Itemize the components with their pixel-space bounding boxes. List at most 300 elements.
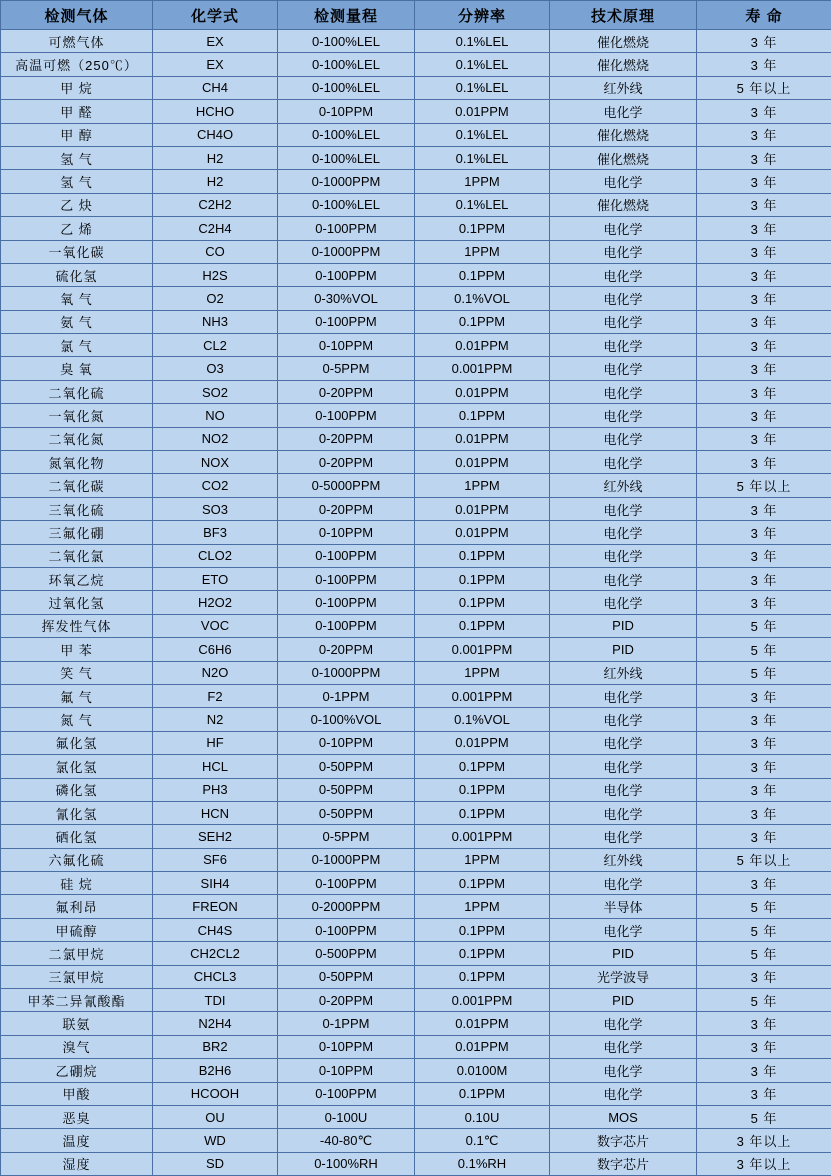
table-row — [1, 1059, 831, 1082]
cell-technology: 催化燃烧 — [550, 193, 697, 216]
cell-resolution: 0.001PPM — [415, 357, 550, 380]
cell-resolution: 1PPM — [415, 240, 550, 263]
cell-technology: 电化学 — [550, 872, 697, 895]
cell-gas-name: 甲 醛 — [1, 100, 153, 123]
table-row — [1, 544, 831, 567]
cell-lifespan: 3 年 — [697, 708, 831, 731]
cell-detection-range: 0-100%VOL — [278, 708, 415, 731]
cell-lifespan: 3 年 — [697, 100, 831, 123]
cell-chemical-formula: NOX — [153, 451, 278, 474]
cell-resolution: 0.1PPM — [415, 404, 550, 427]
cell-technology: 电化学 — [550, 497, 697, 520]
table-row — [1, 100, 831, 123]
cell-lifespan: 3 年 — [697, 334, 831, 357]
cell-technology: 电化学 — [550, 801, 697, 824]
cell-detection-range: 0-50PPM — [278, 965, 415, 988]
cell-lifespan: 3 年 — [697, 497, 831, 520]
cell-technology: 电化学 — [550, 825, 697, 848]
cell-chemical-formula: NO2 — [153, 427, 278, 450]
cell-chemical-formula: CHCL3 — [153, 965, 278, 988]
cell-chemical-formula: PH3 — [153, 778, 278, 801]
cell-lifespan: 5 年 — [697, 614, 831, 637]
cell-lifespan: 3 年 — [697, 240, 831, 263]
cell-technology: 数字芯片 — [550, 1152, 697, 1175]
cell-chemical-formula: O2 — [153, 287, 278, 310]
cell-technology: 电化学 — [550, 404, 697, 427]
cell-resolution: 0.01PPM — [415, 380, 550, 403]
table-row — [1, 380, 831, 403]
cell-chemical-formula: H2S — [153, 263, 278, 286]
cell-technology: 电化学 — [550, 918, 697, 941]
cell-detection-range: 0-10PPM — [278, 521, 415, 544]
cell-gas-name: 恶臭 — [1, 1105, 153, 1128]
table-row — [1, 146, 831, 169]
table-row — [1, 521, 831, 544]
cell-chemical-formula: HF — [153, 731, 278, 754]
cell-technology: 电化学 — [550, 708, 697, 731]
cell-resolution: 0.01PPM — [415, 1035, 550, 1058]
cell-gas-name: 三氟化硼 — [1, 521, 153, 544]
cell-lifespan: 5 年以上 — [697, 76, 831, 99]
cell-lifespan: 3 年 — [697, 380, 831, 403]
cell-lifespan: 3 年 — [697, 123, 831, 146]
cell-gas-name: 甲 苯 — [1, 638, 153, 661]
cell-technology: 催化燃烧 — [550, 53, 697, 76]
cell-chemical-formula: CO — [153, 240, 278, 263]
table-row — [1, 778, 831, 801]
cell-technology: 电化学 — [550, 684, 697, 707]
cell-technology: 电化学 — [550, 427, 697, 450]
cell-lifespan: 5 年 — [697, 1105, 831, 1128]
cell-lifespan: 5 年以上 — [697, 848, 831, 871]
cell-gas-name: 联氨 — [1, 1012, 153, 1035]
cell-resolution: 0.0100M — [415, 1059, 550, 1082]
table-row — [1, 825, 831, 848]
cell-resolution: 0.001PPM — [415, 989, 550, 1012]
cell-detection-range: 0-5000PPM — [278, 474, 415, 497]
cell-lifespan: 3 年 — [697, 170, 831, 193]
cell-chemical-formula: ETO — [153, 567, 278, 590]
cell-lifespan: 3 年 — [697, 731, 831, 754]
table-row — [1, 30, 831, 53]
cell-lifespan: 3 年 — [697, 872, 831, 895]
table-row — [1, 567, 831, 590]
cell-resolution: 0.1PPM — [415, 263, 550, 286]
cell-lifespan: 3 年以上 — [697, 1129, 831, 1152]
cell-resolution: 0.1%LEL — [415, 30, 550, 53]
cell-detection-range: 0-100PPM — [278, 918, 415, 941]
cell-technology: 电化学 — [550, 1035, 697, 1058]
cell-chemical-formula: C2H2 — [153, 193, 278, 216]
table-header — [1, 1, 831, 30]
table-row — [1, 1152, 831, 1175]
cell-resolution: 0.001PPM — [415, 825, 550, 848]
cell-resolution: 0.1PPM — [415, 217, 550, 240]
cell-lifespan: 3 年 — [697, 53, 831, 76]
table-row — [1, 334, 831, 357]
cell-technology: 电化学 — [550, 380, 697, 403]
cell-lifespan: 5 年以上 — [697, 474, 831, 497]
cell-gas-name: 二氯甲烷 — [1, 942, 153, 965]
cell-detection-range: 0-100%LEL — [278, 53, 415, 76]
cell-lifespan: 3 年 — [697, 1035, 831, 1058]
cell-lifespan: 3 年 — [697, 778, 831, 801]
cell-gas-name: 氟利昂 — [1, 895, 153, 918]
table-row — [1, 263, 831, 286]
cell-chemical-formula: C2H4 — [153, 217, 278, 240]
cell-gas-name: 甲 醇 — [1, 123, 153, 146]
cell-lifespan: 3 年 — [697, 684, 831, 707]
cell-chemical-formula: CH4O — [153, 123, 278, 146]
cell-detection-range: 0-20PPM — [278, 989, 415, 1012]
cell-detection-range: 0-100U — [278, 1105, 415, 1128]
cell-resolution: 0.01PPM — [415, 427, 550, 450]
cell-lifespan: 3 年 — [697, 801, 831, 824]
cell-resolution: 0.1PPM — [415, 544, 550, 567]
cell-detection-range: 0-500PPM — [278, 942, 415, 965]
cell-detection-range: 0-100PPM — [278, 217, 415, 240]
cell-detection-range: 0-100PPM — [278, 872, 415, 895]
cell-chemical-formula: SD — [153, 1152, 278, 1175]
cell-gas-name: 氢 气 — [1, 170, 153, 193]
cell-gas-name: 一氧化氮 — [1, 404, 153, 427]
cell-technology: 电化学 — [550, 217, 697, 240]
cell-technology: PID — [550, 989, 697, 1012]
cell-lifespan: 5 年 — [697, 661, 831, 684]
cell-gas-name: 环氧乙烷 — [1, 567, 153, 590]
cell-gas-name: 氯 气 — [1, 334, 153, 357]
cell-detection-range: 0-1000PPM — [278, 170, 415, 193]
cell-chemical-formula: N2 — [153, 708, 278, 731]
cell-resolution: 0.1%RH — [415, 1152, 550, 1175]
cell-technology: 电化学 — [550, 544, 697, 567]
table-row — [1, 918, 831, 941]
cell-technology: 电化学 — [550, 1082, 697, 1105]
cell-resolution: 0.1%VOL — [415, 708, 550, 731]
cell-detection-range: 0-100%LEL — [278, 123, 415, 146]
cell-chemical-formula: H2 — [153, 170, 278, 193]
cell-resolution: 0.1%LEL — [415, 146, 550, 169]
cell-gas-name: 氰化氢 — [1, 801, 153, 824]
table-row — [1, 591, 831, 614]
cell-lifespan: 5 年 — [697, 918, 831, 941]
cell-detection-range: 0-100%RH — [278, 1152, 415, 1175]
table-row — [1, 731, 831, 754]
cell-chemical-formula: VOC — [153, 614, 278, 637]
cell-gas-name: 氟化氢 — [1, 731, 153, 754]
cell-resolution: 0.1%LEL — [415, 123, 550, 146]
cell-resolution: 0.1PPM — [415, 591, 550, 614]
cell-detection-range: 0-100PPM — [278, 263, 415, 286]
cell-chemical-formula: TDI — [153, 989, 278, 1012]
cell-resolution: 1PPM — [415, 661, 550, 684]
cell-chemical-formula: CL2 — [153, 334, 278, 357]
cell-detection-range: 0-100PPM — [278, 591, 415, 614]
cell-chemical-formula: CH2CL2 — [153, 942, 278, 965]
cell-technology: 电化学 — [550, 1059, 697, 1082]
cell-technology: 电化学 — [550, 170, 697, 193]
cell-detection-range: 0-100PPM — [278, 404, 415, 427]
cell-gas-name: 一氧化碳 — [1, 240, 153, 263]
cell-chemical-formula: EX — [153, 30, 278, 53]
cell-resolution: 0.01PPM — [415, 731, 550, 754]
column-header-technology: 技术原理 — [550, 1, 697, 30]
cell-lifespan: 5 年 — [697, 638, 831, 661]
cell-resolution: 0.1PPM — [415, 801, 550, 824]
cell-technology: 电化学 — [550, 287, 697, 310]
cell-lifespan: 3 年 — [697, 591, 831, 614]
cell-detection-range: 0-50PPM — [278, 778, 415, 801]
cell-detection-range: 0-1PPM — [278, 684, 415, 707]
cell-chemical-formula: F2 — [153, 684, 278, 707]
cell-gas-name: 二氧化碳 — [1, 474, 153, 497]
cell-detection-range: 0-10PPM — [278, 100, 415, 123]
table-header-row — [1, 1, 831, 30]
cell-gas-name: 氯化氢 — [1, 755, 153, 778]
cell-lifespan: 3 年 — [697, 193, 831, 216]
cell-gas-name: 氢 气 — [1, 146, 153, 169]
cell-gas-name: 硫化氢 — [1, 263, 153, 286]
cell-lifespan: 3 年 — [697, 825, 831, 848]
cell-gas-name: 臭 氧 — [1, 357, 153, 380]
table-row — [1, 451, 831, 474]
cell-chemical-formula: N2O — [153, 661, 278, 684]
cell-resolution: 0.1%LEL — [415, 76, 550, 99]
cell-technology: 电化学 — [550, 521, 697, 544]
cell-gas-name: 二氧化氮 — [1, 427, 153, 450]
cell-resolution: 0.01PPM — [415, 497, 550, 520]
cell-gas-name: 挥发性气体 — [1, 614, 153, 637]
cell-detection-range: 0-100%LEL — [278, 30, 415, 53]
cell-resolution: 0.1PPM — [415, 755, 550, 778]
cell-chemical-formula: HCOOH — [153, 1082, 278, 1105]
cell-chemical-formula: SF6 — [153, 848, 278, 871]
cell-gas-name: 乙 烯 — [1, 217, 153, 240]
cell-technology: 催化燃烧 — [550, 146, 697, 169]
table-row — [1, 989, 831, 1012]
cell-gas-name: 三氯甲烷 — [1, 965, 153, 988]
cell-resolution: 0.01PPM — [415, 334, 550, 357]
cell-chemical-formula: C6H6 — [153, 638, 278, 661]
cell-lifespan: 3 年 — [697, 451, 831, 474]
cell-technology: 电化学 — [550, 100, 697, 123]
cell-chemical-formula: HCL — [153, 755, 278, 778]
cell-detection-range: 0-20PPM — [278, 427, 415, 450]
cell-lifespan: 3 年 — [697, 1059, 831, 1082]
cell-chemical-formula: SO2 — [153, 380, 278, 403]
cell-resolution: 0.1PPM — [415, 778, 550, 801]
cell-detection-range: 0-100PPM — [278, 1082, 415, 1105]
cell-gas-name: 甲 烷 — [1, 76, 153, 99]
cell-detection-range: 0-2000PPM — [278, 895, 415, 918]
cell-detection-range: 0-1000PPM — [278, 848, 415, 871]
cell-chemical-formula: N2H4 — [153, 1012, 278, 1035]
cell-gas-name: 甲酸 — [1, 1082, 153, 1105]
table-row — [1, 872, 831, 895]
table-row — [1, 76, 831, 99]
cell-detection-range: 0-1000PPM — [278, 661, 415, 684]
cell-resolution: 0.1PPM — [415, 965, 550, 988]
cell-detection-range: 0-100%LEL — [278, 76, 415, 99]
cell-technology: 红外线 — [550, 848, 697, 871]
cell-resolution: 0.1PPM — [415, 942, 550, 965]
cell-chemical-formula: SEH2 — [153, 825, 278, 848]
cell-lifespan: 3 年 — [697, 427, 831, 450]
cell-lifespan: 3 年 — [697, 567, 831, 590]
cell-gas-name: 六氟化硫 — [1, 848, 153, 871]
cell-resolution: 0.001PPM — [415, 684, 550, 707]
cell-detection-range: 0-100PPM — [278, 310, 415, 333]
cell-gas-name: 磷化氢 — [1, 778, 153, 801]
cell-chemical-formula: SO3 — [153, 497, 278, 520]
cell-technology: 电化学 — [550, 755, 697, 778]
cell-gas-name: 硒化氢 — [1, 825, 153, 848]
cell-technology: 电化学 — [550, 1012, 697, 1035]
cell-technology: 电化学 — [550, 263, 697, 286]
cell-technology: 电化学 — [550, 357, 697, 380]
table-row — [1, 848, 831, 871]
cell-gas-name: 甲硫醇 — [1, 918, 153, 941]
cell-detection-range: 0-1000PPM — [278, 240, 415, 263]
cell-lifespan: 3 年 — [697, 404, 831, 427]
cell-chemical-formula: HCN — [153, 801, 278, 824]
table-body — [1, 30, 831, 1176]
cell-technology: 电化学 — [550, 240, 697, 263]
cell-resolution: 0.1℃ — [415, 1129, 550, 1152]
cell-technology: 电化学 — [550, 778, 697, 801]
table-row — [1, 661, 831, 684]
table-row — [1, 614, 831, 637]
cell-resolution: 0.1PPM — [415, 872, 550, 895]
cell-chemical-formula: EX — [153, 53, 278, 76]
cell-lifespan: 3 年 — [697, 1082, 831, 1105]
table-row — [1, 240, 831, 263]
cell-lifespan: 3 年以上 — [697, 1152, 831, 1175]
table-row — [1, 310, 831, 333]
cell-detection-range: 0-10PPM — [278, 334, 415, 357]
table-row — [1, 965, 831, 988]
cell-chemical-formula: H2O2 — [153, 591, 278, 614]
cell-technology: 红外线 — [550, 474, 697, 497]
table-row — [1, 474, 831, 497]
column-header-lifespan: 寿 命 — [697, 1, 831, 30]
cell-gas-name: 笑 气 — [1, 661, 153, 684]
cell-technology: PID — [550, 614, 697, 637]
cell-detection-range: 0-10PPM — [278, 1059, 415, 1082]
cell-technology: 光学波导 — [550, 965, 697, 988]
cell-resolution: 1PPM — [415, 474, 550, 497]
cell-detection-range: 0-100%LEL — [278, 193, 415, 216]
cell-detection-range: 0-10PPM — [278, 1035, 415, 1058]
cell-detection-range: 0-100PPM — [278, 567, 415, 590]
cell-chemical-formula: SIH4 — [153, 872, 278, 895]
cell-gas-name: 可燃气体 — [1, 30, 153, 53]
cell-chemical-formula: BR2 — [153, 1035, 278, 1058]
cell-chemical-formula: NH3 — [153, 310, 278, 333]
table-row — [1, 217, 831, 240]
cell-gas-name: 氟 气 — [1, 684, 153, 707]
cell-gas-name: 氨 气 — [1, 310, 153, 333]
cell-lifespan: 3 年 — [697, 217, 831, 240]
cell-chemical-formula: O3 — [153, 357, 278, 380]
cell-detection-range: 0-1PPM — [278, 1012, 415, 1035]
table-row — [1, 404, 831, 427]
cell-technology: 电化学 — [550, 591, 697, 614]
table-row — [1, 123, 831, 146]
cell-detection-range: 0-30%VOL — [278, 287, 415, 310]
table-row — [1, 497, 831, 520]
column-header-gas-name: 检测气体 — [1, 1, 153, 30]
cell-technology: 电化学 — [550, 334, 697, 357]
cell-lifespan: 3 年 — [697, 30, 831, 53]
table-row — [1, 1012, 831, 1035]
cell-chemical-formula: B2H6 — [153, 1059, 278, 1082]
cell-gas-name: 二氧化氯 — [1, 544, 153, 567]
cell-technology: 半导体 — [550, 895, 697, 918]
cell-detection-range: 0-100PPM — [278, 544, 415, 567]
cell-technology: 电化学 — [550, 451, 697, 474]
cell-chemical-formula: CLO2 — [153, 544, 278, 567]
cell-technology: 数字芯片 — [550, 1129, 697, 1152]
cell-lifespan: 3 年 — [697, 544, 831, 567]
cell-lifespan: 3 年 — [697, 263, 831, 286]
table-row — [1, 1129, 831, 1152]
cell-technology: 催化燃烧 — [550, 123, 697, 146]
cell-detection-range: 0-20PPM — [278, 451, 415, 474]
cell-lifespan: 3 年 — [697, 310, 831, 333]
cell-gas-name: 湿度 — [1, 1152, 153, 1175]
cell-chemical-formula: CH4S — [153, 918, 278, 941]
cell-resolution: 0.1%LEL — [415, 53, 550, 76]
cell-chemical-formula: CH4 — [153, 76, 278, 99]
cell-gas-name: 甲苯二异氰酸酯 — [1, 989, 153, 1012]
cell-detection-range: 0-100PPM — [278, 614, 415, 637]
table-row — [1, 193, 831, 216]
cell-detection-range: 0-20PPM — [278, 638, 415, 661]
cell-gas-name: 乙 炔 — [1, 193, 153, 216]
cell-chemical-formula: CO2 — [153, 474, 278, 497]
cell-lifespan: 3 年 — [697, 755, 831, 778]
cell-detection-range: 0-5PPM — [278, 357, 415, 380]
cell-gas-name: 三氧化硫 — [1, 497, 153, 520]
cell-resolution: 0.01PPM — [415, 451, 550, 474]
cell-resolution: 0.01PPM — [415, 1012, 550, 1035]
cell-gas-name: 乙硼烷 — [1, 1059, 153, 1082]
table-row — [1, 708, 831, 731]
cell-chemical-formula: OU — [153, 1105, 278, 1128]
cell-chemical-formula: HCHO — [153, 100, 278, 123]
table-row — [1, 357, 831, 380]
cell-gas-name: 过氧化氢 — [1, 591, 153, 614]
table-row — [1, 1035, 831, 1058]
cell-lifespan: 3 年 — [697, 146, 831, 169]
cell-detection-range: 0-20PPM — [278, 380, 415, 403]
cell-detection-range: 0-5PPM — [278, 825, 415, 848]
cell-technology: 电化学 — [550, 731, 697, 754]
cell-chemical-formula: NO — [153, 404, 278, 427]
cell-resolution: 0.1PPM — [415, 614, 550, 637]
cell-chemical-formula: BF3 — [153, 521, 278, 544]
cell-technology: PID — [550, 638, 697, 661]
table-row — [1, 801, 831, 824]
cell-lifespan: 3 年 — [697, 521, 831, 544]
cell-resolution: 0.1%VOL — [415, 287, 550, 310]
column-header-detection-range: 检测量程 — [278, 1, 415, 30]
table-row — [1, 1082, 831, 1105]
cell-technology: 电化学 — [550, 567, 697, 590]
cell-technology: MOS — [550, 1105, 697, 1128]
cell-technology: 催化燃烧 — [550, 30, 697, 53]
